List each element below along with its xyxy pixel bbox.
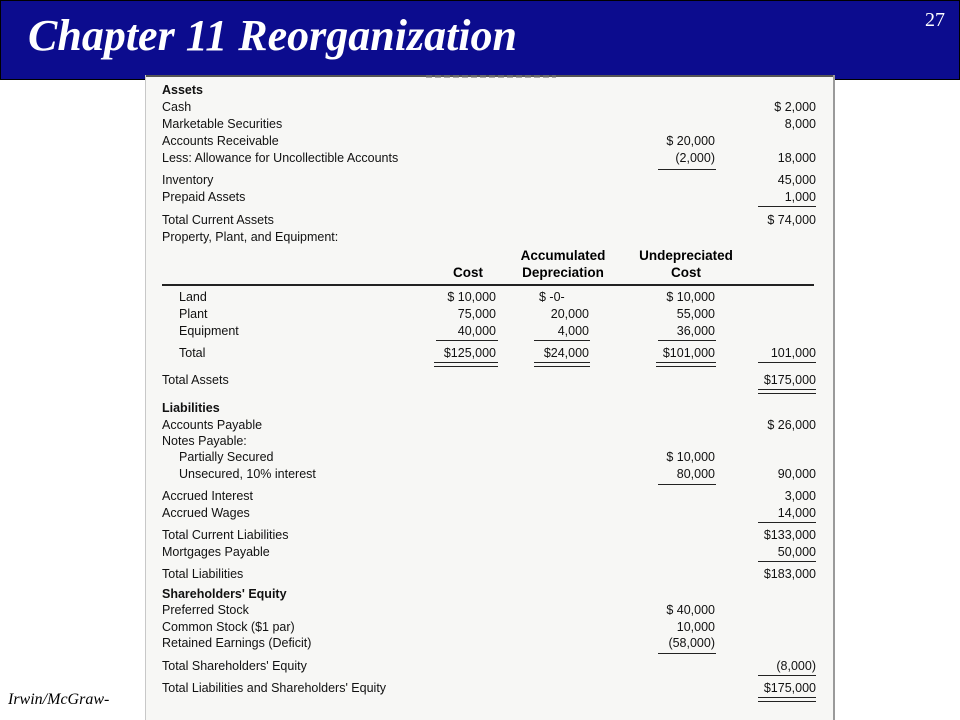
underline: [534, 340, 590, 341]
underline: [658, 484, 716, 485]
underline: [658, 169, 716, 170]
underline: [758, 522, 816, 523]
underline: [758, 206, 816, 207]
publisher-footer: Irwin/McGraw-: [8, 691, 110, 708]
liabilities-heading: Liabilities: [162, 401, 220, 415]
double-underline: [434, 362, 498, 367]
title-bar: [0, 0, 960, 80]
underline: [758, 561, 816, 562]
balance-sheet-scan: Assets Cash $ 2,000 Marketable Securities 8,000 Accounts Receivable $ 20,000 Less: Allowance for Uncollectible Accounts (2,000) 18,000 Inventory 45,000 Prepaid Assets 1,000 Total Current Assets $ 74,000 Property, Plant, and Equipment: Cost Accumulated Depreciation Undepreciated Cost Land $ 10,000 $ -0- $ 10,000 Plant 75,000 20,000 55,000 Equipment 40,000 4,000 36,000 Total $125,000 $24,000 $101,000 101,000 Total Assets $175,000 Liabilities Accounts Payable $ 26,000 Notes Payable: Partially Secured $ 10,000 Unsecured, 10% interest 80,000 90,000 Accrued Interest 3,000 Accrued Wages 14,000 Total Current Liabilities $133,000 Mortgages Payable 50,000 Total Liabilities $183,000 Shareholders' Equity Preferred Stock $ 40,000 Common Stock ($1 par) 10,000 Retained Earnings (Deficit) (58,000) Total Shareholders' Equity (8,000) Total Liabilities and Shareholders' Equity $175,000: [145, 75, 835, 720]
underline: [658, 340, 716, 341]
equity-heading: Shareholders' Equity: [162, 587, 287, 601]
col-header-depreciation: Depreciation: [522, 265, 604, 280]
underline: [758, 675, 816, 676]
slide-title: Chapter 11 Reorganization: [28, 11, 518, 60]
header-divider: [162, 284, 814, 286]
underline: [758, 362, 816, 363]
double-underline: [758, 389, 816, 394]
double-underline: [656, 362, 716, 367]
double-underline: [534, 362, 590, 367]
col-header-accumulated: Accumulated: [520, 248, 606, 263]
col-header-undepreciated: Undepreciated: [639, 248, 733, 263]
underline: [436, 340, 498, 341]
underline: [658, 653, 716, 654]
col-header-cost: Cost: [453, 265, 483, 280]
double-underline: [758, 697, 816, 702]
cropped-heading-remnant: [426, 75, 556, 78]
col-header-undepreciated-cost: Cost: [671, 265, 701, 280]
slide-number: 27: [925, 9, 945, 31]
assets-heading: Assets: [162, 83, 203, 97]
